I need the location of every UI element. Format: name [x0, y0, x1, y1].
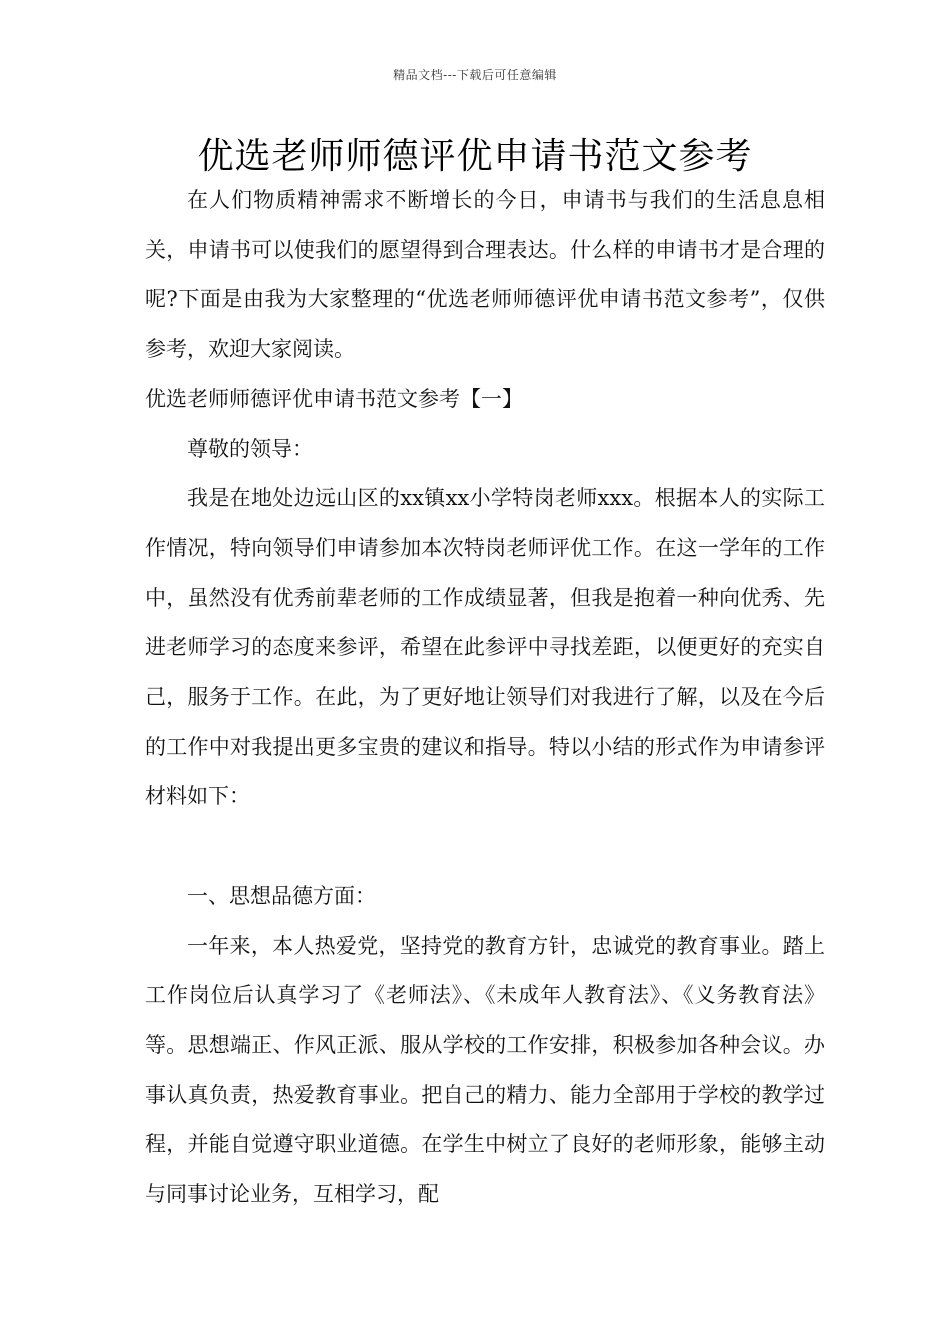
- intro-paragraph: 在人们物质精神需求不断增长的今日，申请书与我们的生活息息相关，申请书可以使我们的愿望得到合理表达。什么样的申请书才是合理的呢?下面是由我为大家整理的“优选老师师德评优申请书范文参考”，仅供参考，欢迎大家阅读。: [145, 188, 825, 362]
- document-title: 优选老师师德评优申请书范文参考: [197, 136, 753, 177]
- body-paragraph-2: 一年来，本人热爱党，坚持党的教育方针，忠诚党的教育事业。踏上工作岗位后认真学习了《老师法》、《未成年人教育法》、《义务教育法》等。思想端正、作风正派、服从学校的工作安排，积极参加各种会议。办事认真负责，热爱教育事业。把自己的精力、能力全部用于学校的教学过程，并能自觉遵守职业道德。在学生中树立了良好的老师形象，能够主动与同事讨论业务，互相学习，配: [145, 933, 825, 1207]
- section-title: 优选老师师德评优申请书范文参考【一】: [145, 386, 523, 411]
- document-body: [145, 176, 825, 1220]
- salutation: 尊敬的领导：: [187, 436, 313, 461]
- header-note: 精品文档---下载后可任意编辑: [393, 68, 557, 82]
- subsection-heading: 一、思想品德方面：: [187, 883, 376, 908]
- body-paragraph-1: 我是在地处边远山区的xx镇xx小学特岗老师xxx。根据本人的实际工作情况，特向领导们申请参加本次特岗老师评优工作。在这一学年的工作中，虽然没有优秀前辈老师的工作成绩显著，但我是抱着一种向优秀、先进老师学习的态度来参评，希望在此参评中寻找差距，以便更好的充实自己，服务于工作。在此，为了更好地让领导们对我进行了解，以及在今后的工作中对我提出更多宝贵的建议和指导。特以小结的形式作为申请参评材料如下：: [145, 486, 825, 809]
- blank-line: [145, 822, 825, 872]
